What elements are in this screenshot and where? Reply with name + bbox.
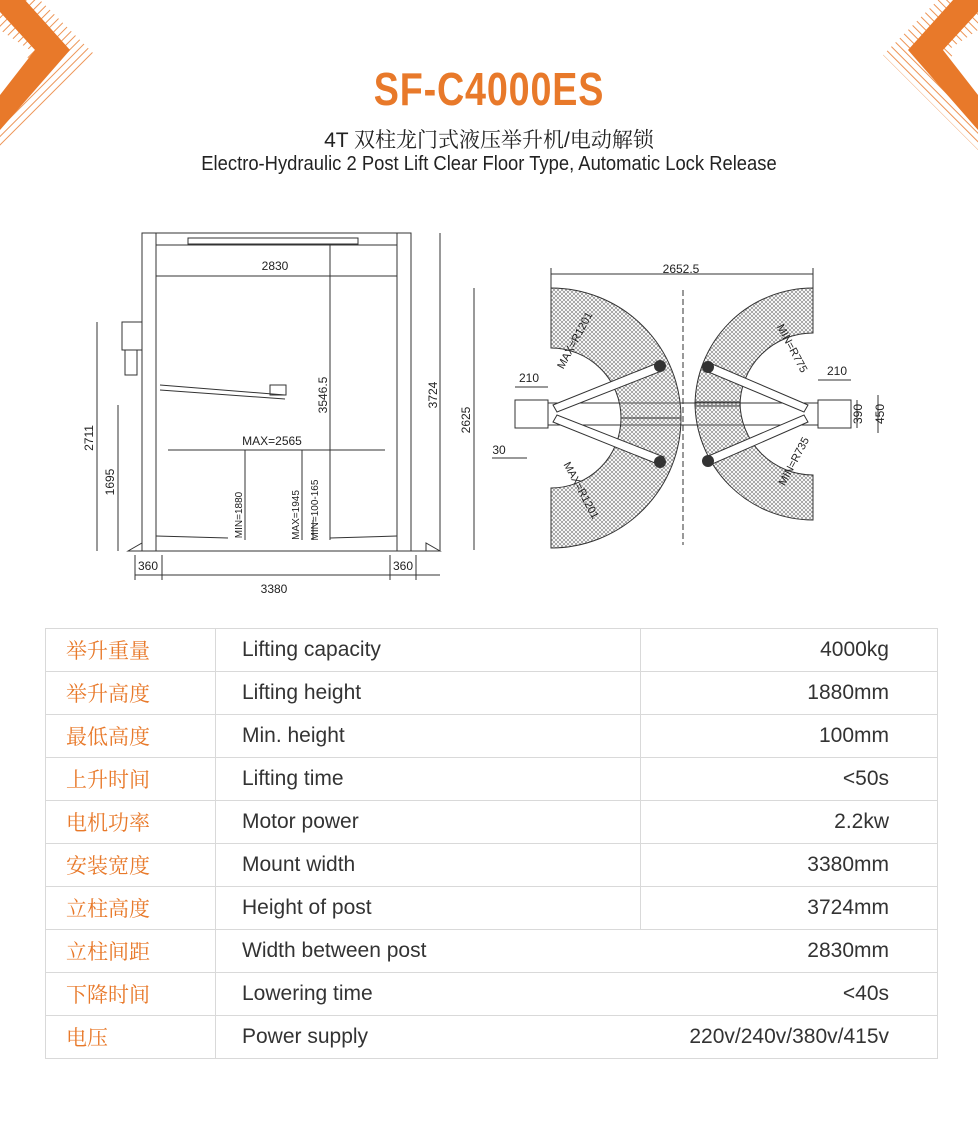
dim-max-2565: MAX=2565 xyxy=(242,434,302,448)
spec-value: 1880mm xyxy=(641,672,938,715)
dim-210-left: 210 xyxy=(518,371,540,385)
table-row xyxy=(46,930,938,973)
dim-max-1945: MAX=1945 xyxy=(291,490,302,540)
technical-drawing xyxy=(0,200,978,600)
front-post-left xyxy=(142,233,156,551)
dim-height-small: 1695 xyxy=(103,468,117,496)
spec-label-cn: 立柱高度 xyxy=(46,887,216,930)
arm-label-right-bottom: MIN=R735 xyxy=(776,435,813,488)
dim-width-between-posts: 2830 xyxy=(261,259,289,273)
spec-value: 2.2kw xyxy=(641,801,938,844)
spec-label-cn: 电机功率 xyxy=(46,801,216,844)
dim-overall-width: 3380 xyxy=(260,582,288,596)
subtitle-english: Electro-Hydraulic 2 Post Lift Clear Floor Type, Automatic Lock Release xyxy=(201,153,777,175)
arm-label-left-bottom: MAX=R1201 xyxy=(560,460,601,522)
specs-table xyxy=(45,628,938,1059)
model-title: SF-C4000ES xyxy=(373,63,605,115)
subtitle-chinese: 4T 双柱龙门式液压举升机/电动解锁 xyxy=(324,129,654,152)
spec-value: 2830mm xyxy=(641,930,938,973)
spec-label-en: Motor power xyxy=(216,801,641,844)
table-row xyxy=(46,973,938,1016)
spec-value: 3724mm xyxy=(641,887,938,930)
spec-value: 4000kg xyxy=(641,629,938,672)
dim-210-right: 210 xyxy=(826,364,848,378)
dim-min-1880: MIN=1880 xyxy=(234,491,245,539)
table-row xyxy=(46,844,938,887)
table-row xyxy=(46,1016,938,1059)
table-row xyxy=(46,801,938,844)
dim-min-100-165: MIN=100-165 xyxy=(310,479,321,541)
table-row xyxy=(46,758,938,801)
dim-390: 390 xyxy=(851,403,865,425)
spec-label-cn: 安装宽度 xyxy=(46,844,216,887)
dim-post-left: 360 xyxy=(137,559,159,573)
table-row xyxy=(46,887,938,930)
dim-height-left: 2711 xyxy=(82,425,96,451)
table-row xyxy=(46,672,938,715)
spec-label-cn: 举升高度 xyxy=(46,672,216,715)
spec-label-en: Width between post xyxy=(216,930,641,973)
spec-label-en: Lifting height xyxy=(216,672,641,715)
table-row xyxy=(46,629,938,672)
spec-value: 220v/240v/380v/415v xyxy=(641,1016,938,1059)
spec-label-cn: 电压 xyxy=(46,1016,216,1059)
dim-height-inner: 3546.5 xyxy=(316,376,330,414)
spec-label-cn: 举升重量 xyxy=(46,629,216,672)
spec-value: 3380mm xyxy=(641,844,938,887)
spec-label-en: Lowering time xyxy=(216,973,641,1016)
spec-value: <50s xyxy=(641,758,938,801)
dim-height-total: 3724 xyxy=(426,381,440,409)
arm-label-right-top: MIN=R775 xyxy=(773,322,810,375)
dim-450: 450 xyxy=(873,403,887,425)
spec-label-cn: 上升时间 xyxy=(46,758,216,801)
spec-value: 100mm xyxy=(641,715,938,758)
arm-label-left-top: MAX=R1201 xyxy=(555,310,596,372)
table-row xyxy=(46,715,938,758)
spec-label-en: Min. height xyxy=(216,715,641,758)
front-post-right xyxy=(397,233,411,551)
spec-label-en: Mount width xyxy=(216,844,641,887)
spec-label-en: Lifting time xyxy=(216,758,641,801)
spec-label-en: Lifting capacity xyxy=(216,629,641,672)
spec-label-cn: 立柱间距 xyxy=(46,930,216,973)
spec-label-en: Height of post xyxy=(216,887,641,930)
spec-label-en: Power supply xyxy=(216,1016,641,1059)
dim-top-overall-width: 2652.5 xyxy=(662,262,700,276)
dim-top-height: 2625 xyxy=(459,406,473,434)
spec-value: <40s xyxy=(641,973,938,1016)
spec-label-cn: 最低高度 xyxy=(46,715,216,758)
dim-post-right: 360 xyxy=(392,559,414,573)
dim-30: 30 xyxy=(492,443,506,457)
spec-label-cn: 下降时间 xyxy=(46,973,216,1016)
